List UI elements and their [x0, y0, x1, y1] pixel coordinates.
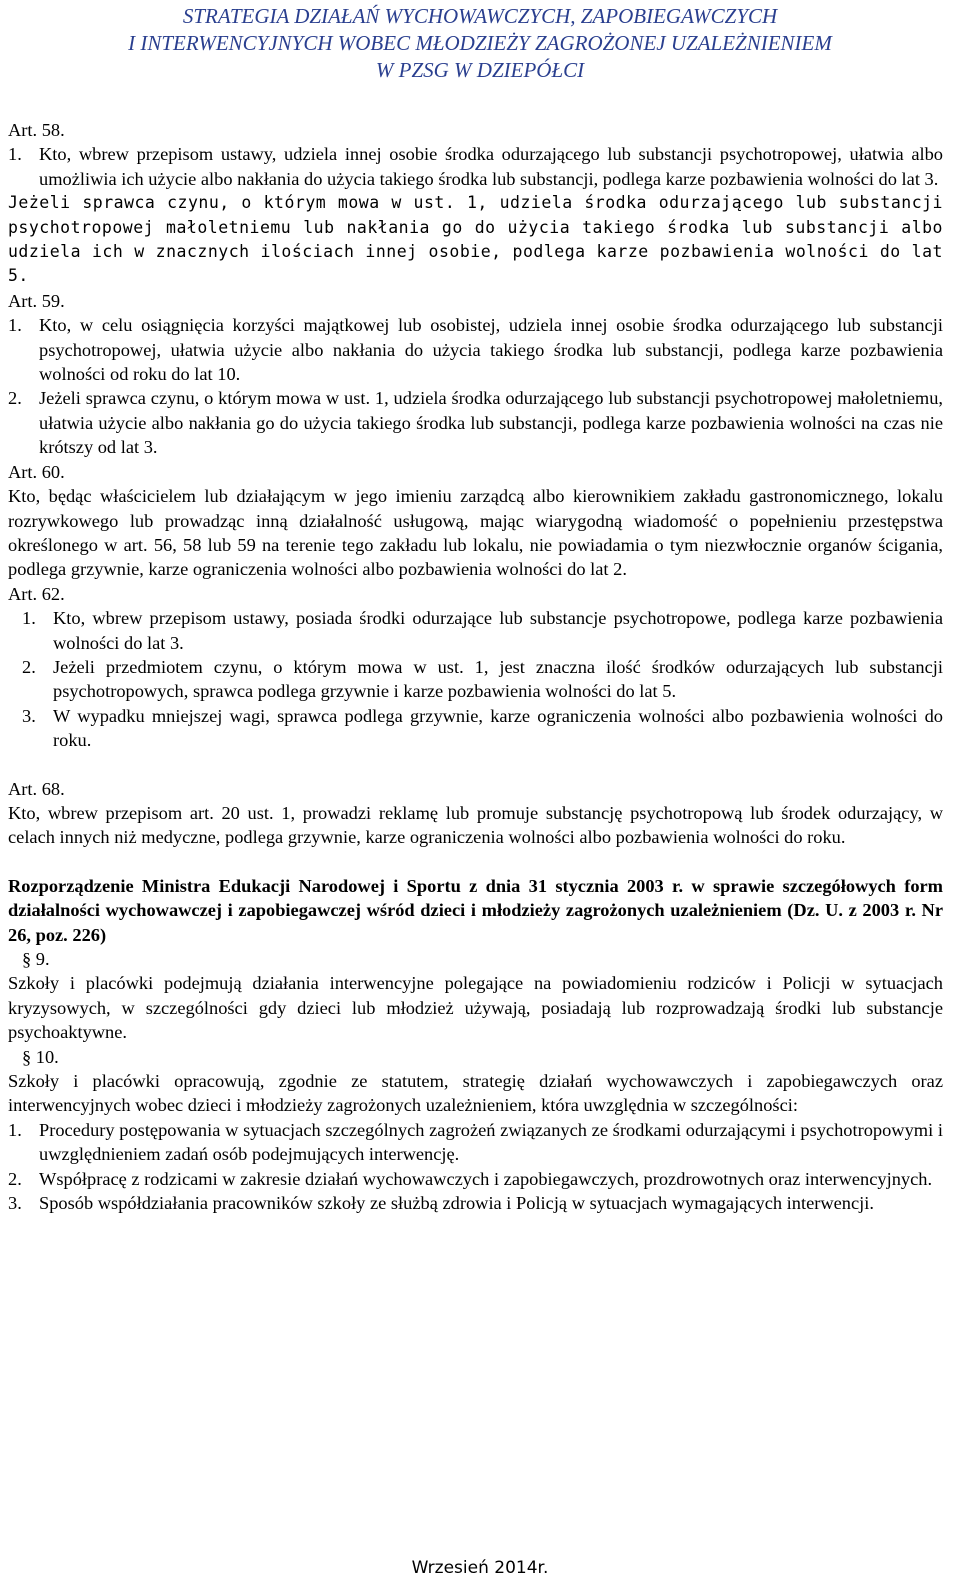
- art-58-paragraph-1: [8, 142, 943, 191]
- list-item-number: 1.: [8, 1119, 22, 1140]
- document-body: [8, 118, 943, 1215]
- spacer: [8, 753, 943, 777]
- list-item-number: 3.: [22, 705, 36, 726]
- art-60-text: Kto, będąc właścicielem lub działającym w jego imieniu zarządcą albo kierownikiem zakładu gastronomicznego, lokalu rozrywkowego lub prowadząc inną działalność usługową, mając wiarygodną wiadomość o popełnieniu przestępstwa określonego w art. 56, 58 lub 59 na terenie tego zakładu lub lokalu, nie powiadamia o tym niezwłocznie organów ścigania, podlega grzywnie, karze ograniczenia wolności albo pozbawienia wolności do lat 2.: [8, 486, 943, 580]
- list-item: [22, 606, 943, 655]
- list-item-text: Procedury postępowania w sytuacjach szczególnych zagrożeń związanych ze środkami odurzającymi i psychotropowymi i uwzględnieniem zadań osób podejmujących interwencję.: [39, 1119, 943, 1165]
- art-68-title: Art. 68.: [8, 778, 65, 799]
- paragraph-number: 1.: [8, 144, 22, 165]
- art-68-text: Kto, wbrew przepisom art. 20 ust. 1, prowadzi reklamę lub promuje substancję psychotropową lub środek odurzający, w celach innych niż medyczne, podlega grzywnie, karze ograniczenia wolności albo pozbawienia wolności do roku.: [8, 802, 943, 848]
- list-item-text: Współpracę z rodzicami w zakresie działań wychowawczych i zapobiegawczych, prozdrowotnych oraz interwencyjnych.: [39, 1168, 933, 1189]
- header-line-3: W PZSG W DZIEPÓŁCI: [375, 58, 585, 82]
- list-item-text: Kto, wbrew przepisom ustawy, posiada środki odurzające lub substancje psychotropowe, podlega karze pozbawienia wolności do lat 3.: [53, 608, 943, 653]
- art-62-title: Art. 62.: [8, 583, 65, 604]
- art-58-title: Art. 58.: [8, 120, 65, 140]
- list-item-text: W wypadku mniejszej wagi, sprawca podlega grzywnie, karze ograniczenia wolności albo pozbawienia wolności do roku.: [53, 705, 943, 751]
- list-item-text: Sposób współdziałania pracowników szkoły ze służbą zdrowia i Policją w sytuacjach wymagających interwencji.: [39, 1193, 874, 1214]
- header-line-1: STRATEGIA DZIAŁAŃ WYCHOWAWCZYCH, ZAPOBIEGAWCZYCH: [182, 4, 778, 28]
- art-58-paragraph-2: Jeżeli sprawca czynu, o którym mowa w ust. 1, udziela środka odurzającego lub substancji psychotropowej małoletniemu lub nakłania go do użycia takiego środka lub substancji albo udziela ich w znacznych ilościach innej osobie, podlega karze pozbawienia wolności do lat 5.: [8, 193, 943, 286]
- section-9-text: Szkoły i placówki podejmują działania interwencyjne polegające na powiadomieniu rodziców i Policji w sytuacjach kryzysowych, w szczególności gdy dzieci lub młodzież używają, posiadają lub rozprowadzają środki lub substancje psychoaktywne.: [8, 973, 943, 1043]
- spacer: [8, 850, 943, 874]
- list-item-number: 1.: [22, 608, 36, 629]
- list-item-number: 2.: [8, 1168, 22, 1189]
- list-item-text: Jeżeli przedmiotem czynu, o którym mowa w ust. 1, jest znaczna ilość środków odurzających lub substancji psychotropowych, sprawca podlega grzywnie i karze pozbawienia wolności do lat 5.: [53, 656, 943, 702]
- header-line-2: I INTERWENCYJNYCH WOBEC MŁODZIEŻY ZAGROŻONEJ UZALEŻNIENIEM: [128, 31, 832, 55]
- art-60-title: Art. 60.: [8, 461, 65, 482]
- list-item-number: 3.: [8, 1193, 22, 1214]
- section-10-text: Szkoły i placówki opracowują, zgodnie ze statutem, strategię działań wychowawczych i zapobiegawczych oraz interwencyjnych wobec dzieci i młodzieży zagrożonych uzależnieniem, która uwzględnia w szczególności:: [8, 1071, 943, 1116]
- list-item: [8, 1167, 943, 1191]
- list-item: [8, 1118, 943, 1167]
- regulation-title: Rozporządzenie Ministra Edukacji Narodowej i Sportu z dnia 31 stycznia 2003 r. w sprawie szczegółowych form działalności wychowawczej i zapobiegawczej wśród dzieci i młodzieży zagrożonych uzależnieniem (Dz. U. z 2003 r. Nr 26, poz. 226): [8, 875, 943, 945]
- list-item: [22, 655, 943, 704]
- art-59-title: Art. 59.: [8, 290, 65, 311]
- document-header: [0, 3, 960, 84]
- paragraph-text: Jeżeli sprawca czynu, o którym mowa w ust. 1, udziela środka odurzającego lub substancji psychotropowej małoletniemu, ułatwia użycie albo nakłania go do użycia takiego środka lub substancji, podlega karze pozbawienia wolności na czas nie krótszy od lat 3.: [39, 388, 943, 458]
- list-item-number: 2.: [22, 656, 36, 677]
- paragraph-text: Kto, wbrew przepisom ustawy, udziela innej osobie środka odurzającego lub substancji psychotropowej, ułatwia albo umożliwia ich użycie albo nakłania do użycia takiego środka lub substancji, podlega karze pozbawienia wolności do lat 3.: [39, 144, 943, 189]
- paragraph-number: 2.: [8, 388, 22, 409]
- section-10-list: [8, 1118, 943, 1216]
- page-footer-date: Wrzesień 2014r.: [411, 1558, 549, 1578]
- section-9-heading: § 9.: [22, 949, 50, 969]
- paragraph-number: 1.: [8, 315, 22, 336]
- section-10-heading: § 10.: [22, 1046, 59, 1067]
- art-59-paragraph-2: [8, 386, 943, 459]
- list-item: [8, 1191, 943, 1215]
- art-59-paragraph-1: [8, 313, 943, 386]
- art-62-list: [8, 606, 943, 752]
- paragraph-text: Kto, w celu osiągnięcia korzyści majątkowej lub osobistej, udziela innej osobie środka odurzającego lub substancji psychotropowej, ułatwia użycie albo nakłania do użycia takiego środka lub substancji, podlega karze pozbawienia wolności od roku do lat 10.: [39, 315, 943, 385]
- list-item: [22, 704, 943, 753]
